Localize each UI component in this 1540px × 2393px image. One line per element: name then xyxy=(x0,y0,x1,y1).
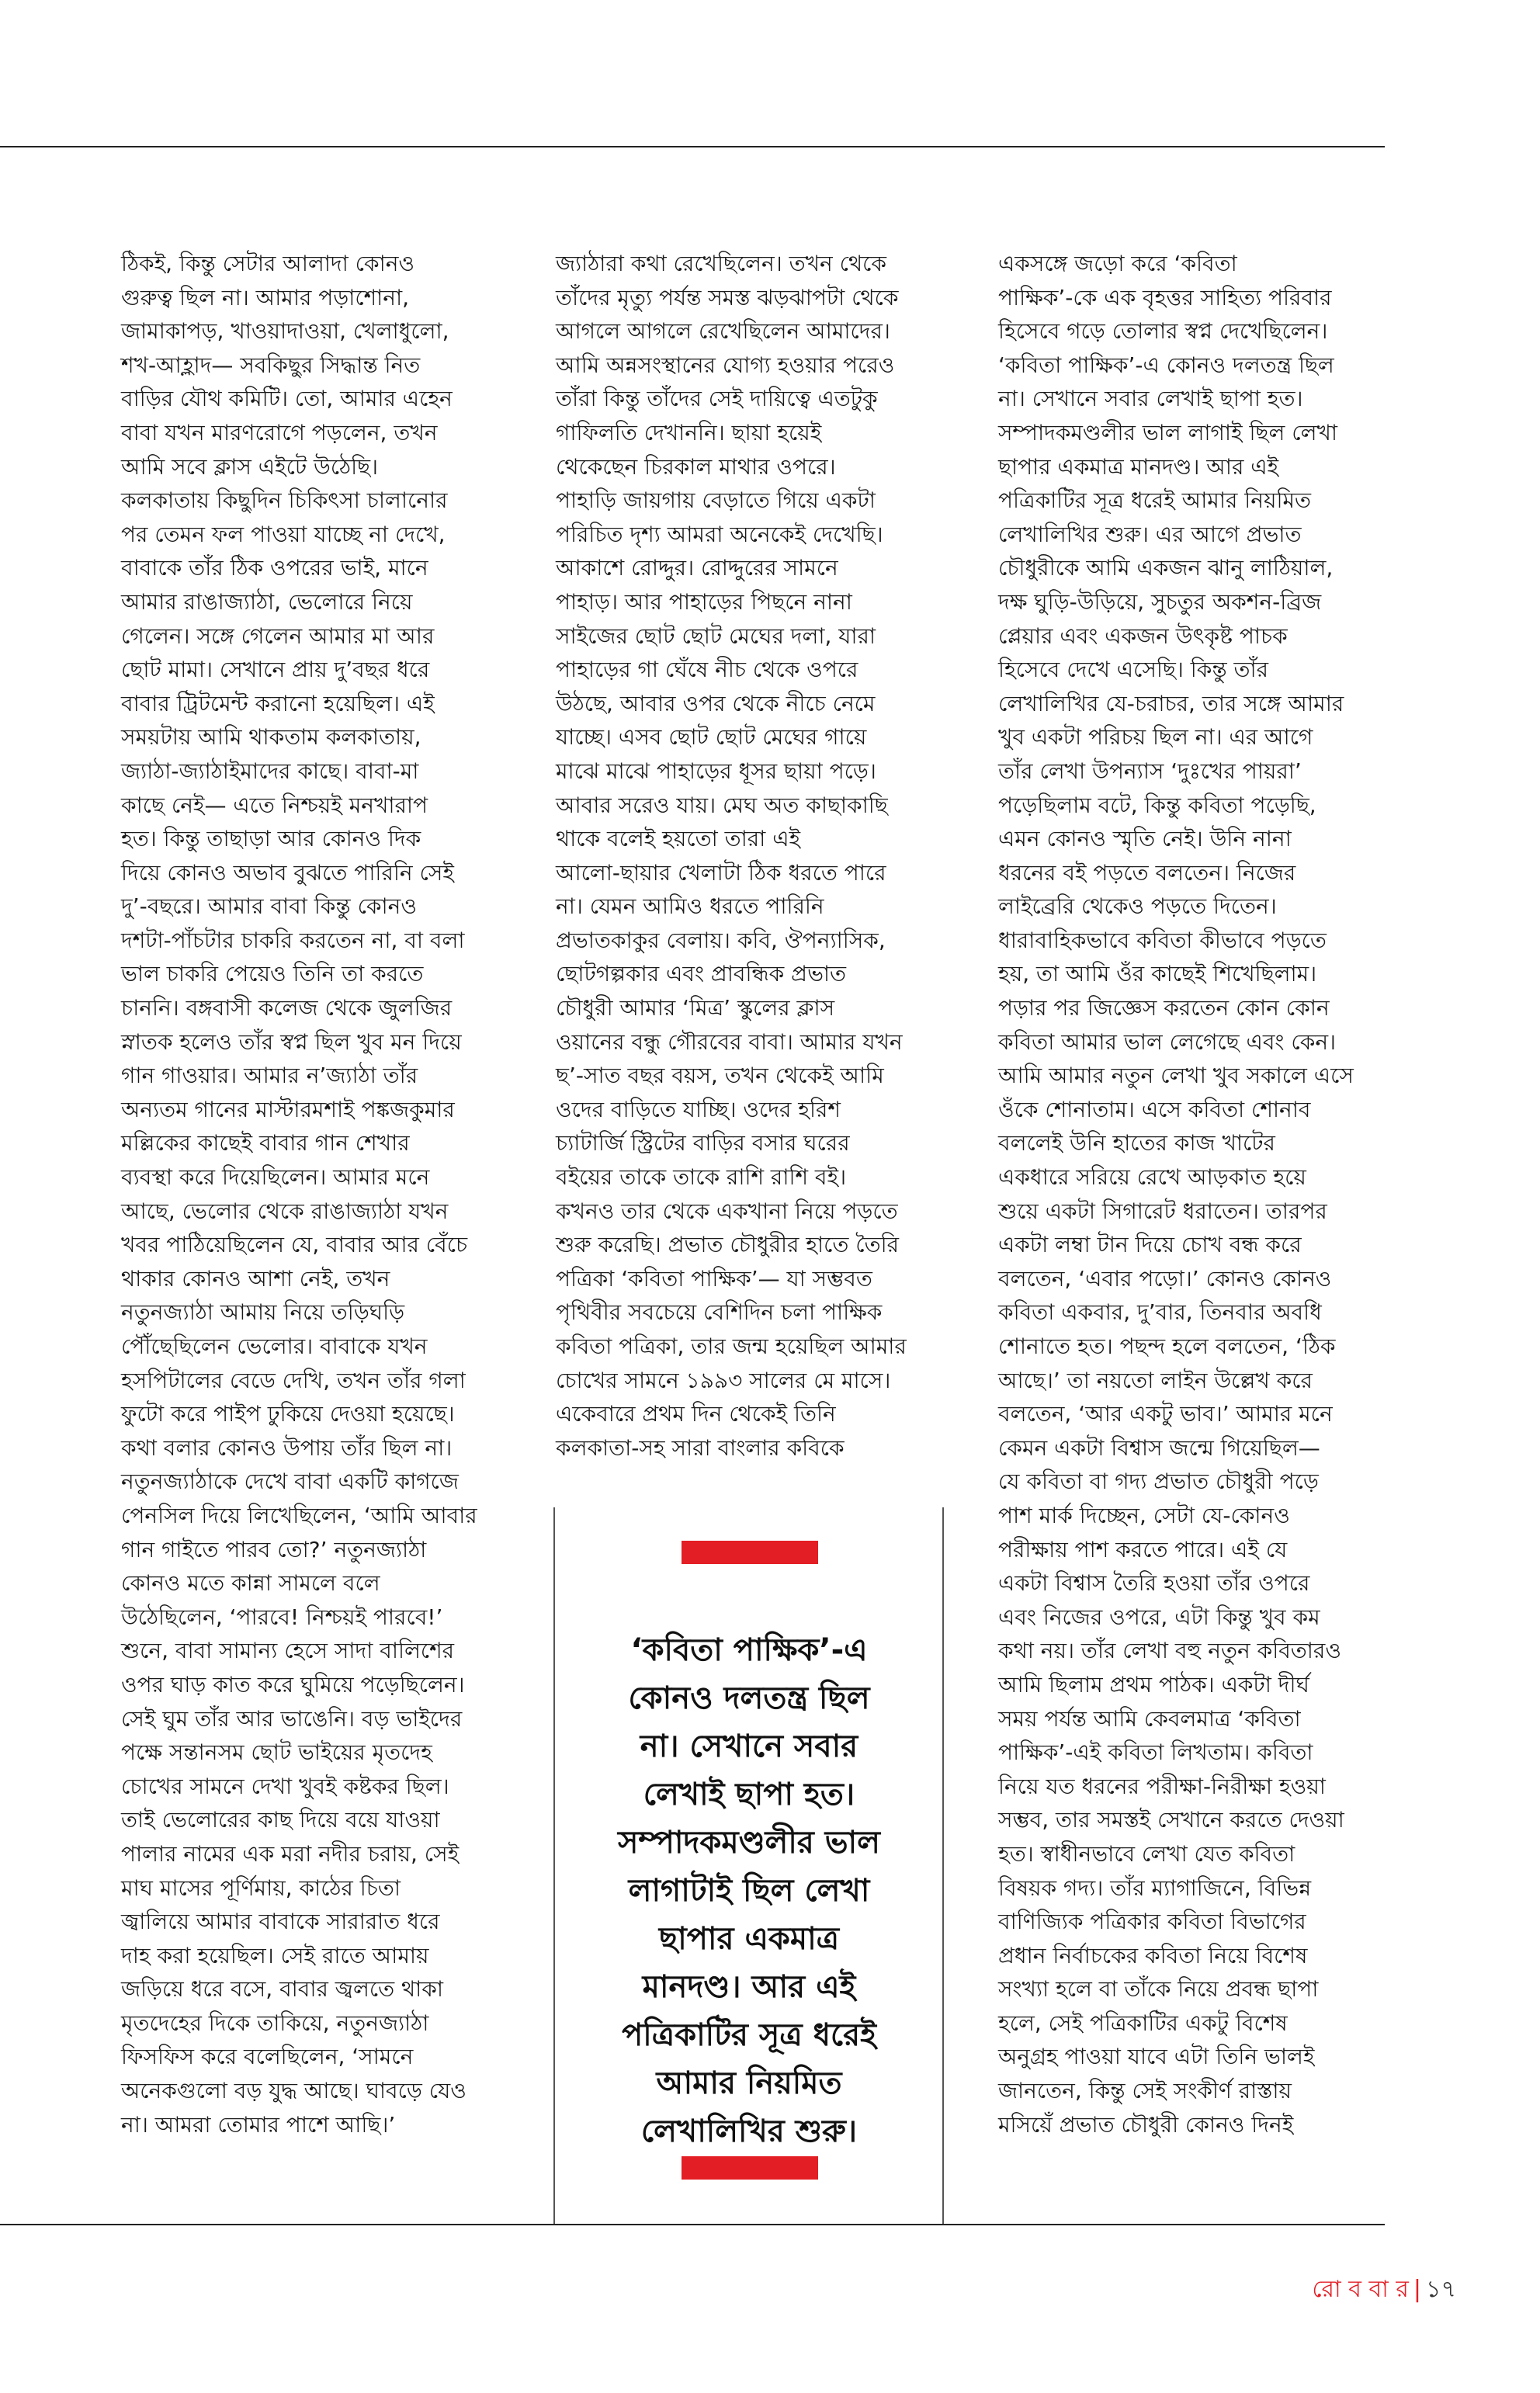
article-line: সংখ্যা হলে বা তাঁকে নিয়ে প্রবন্ধ ছাপা xyxy=(998,1976,1319,2003)
article-line: চোখের সামনে ১৯৯৩ সালের মে মাসে। xyxy=(556,1367,891,1393)
article-line: পত্রিকাটির সূত্র ধরেই আমার নিয়মিত xyxy=(998,487,1312,514)
article-line: চ্যাটার্জি স্ট্রিটের বাড়ির বসার ঘরের xyxy=(556,1130,850,1157)
article-line: মাঘ মাসের পূর্ণিমায়, কাঠের চিতা xyxy=(121,1875,401,1901)
article-line: সম্ভব, তার সমস্তই সেখানে করতে দেওয়া xyxy=(998,1807,1344,1833)
article-line: হিসেবে গড়ে তোলার স্বপ্ন দেখেছিলেন। xyxy=(998,318,1328,345)
pull-quote-text xyxy=(567,1626,931,2155)
bottom-rule xyxy=(0,2224,1385,2225)
article-line: প্রধান নির্বাচকের কবিতা নিয়ে বিশেষ xyxy=(998,1942,1308,1968)
article-line: স্নাতক হলেও তাঁর স্বপ্ন ছিল খুব মন দিয়ে xyxy=(121,1028,462,1055)
article-line: ছ’-সাত বছর বয়স, তখন থেকেই আমি xyxy=(556,1063,884,1089)
article-line: একটা লম্বা টান দিয়ে চোখ বন্ধ করে xyxy=(998,1232,1302,1258)
article-line: ছোট মামা। সেখানে প্রায় দু’বছর ধরে xyxy=(121,657,430,683)
article-line: তাই ভেলোরের কাছ দিয়ে বয়ে যাওয়া xyxy=(121,1807,440,1833)
article-line: বাণিজ্যিক পত্রিকার কবিতা বিভাগের xyxy=(998,1909,1306,1935)
article-line: হত। স্বাধীনভাবে লেখা যেত কবিতা xyxy=(998,1840,1295,1867)
article-line: যাচ্ছে। এসব ছোট ছোট মেঘের গায়ে xyxy=(556,724,867,751)
article-line: চাননি। বঙ্গবাসী কলেজ থেকে জুলজির xyxy=(121,995,453,1021)
article-line: আমি আমার নতুন লেখা খুব সকালে এসে xyxy=(998,1063,1354,1089)
article-line: লেখালিখির যে-চরাচর, তার সঙ্গে আমার xyxy=(998,690,1344,716)
pull-quote xyxy=(567,1541,931,2208)
magazine-name: রো ব বা র xyxy=(1312,2276,1409,2303)
page-number: ১৭ xyxy=(1426,2276,1456,2303)
pull-quote-line: না। সেখানে সবার xyxy=(640,1729,858,1764)
article-line: মল্লিকের কাছেই বাবার গান শেখার xyxy=(121,1130,410,1157)
article-line: পাশ মার্ক দিচ্ছেন, সেটা যে-কোনও xyxy=(998,1502,1290,1528)
article-line: জামাকাপড়, খাওয়াদাওয়া, খেলাধুলো, xyxy=(121,318,449,345)
article-line: হিসেবে দেখে এসেছি। কিন্তু তাঁর xyxy=(998,657,1269,683)
article-line: জানতেন, কিন্তু সেই সংকীর্ণ রাস্তায় xyxy=(998,2078,1292,2104)
article-line: পাহাড়ের গা ঘেঁষে নীচ থেকে ওপরে xyxy=(556,657,858,683)
article-line: পড়েছিলাম বটে, কিন্তু কবিতা পড়েছি, xyxy=(998,792,1316,818)
article-line: কোনও মতে কান্না সামলে বলে xyxy=(121,1570,380,1597)
article-line: জ্বালিয়ে আমার বাবাকে সারারাত ধরে xyxy=(121,1909,440,1935)
article-line: পরিচিত দৃশ্য আমরা অনেকেই দেখেছি। xyxy=(556,521,883,547)
article-line: সাইজের ছোট ছোট মেঘের দলা, যারা xyxy=(556,623,876,649)
article-line: পাহাড়ি জায়গায় বেড়াতে গিয়ে একটা xyxy=(556,487,876,514)
article-line: মাঝে মাঝে পাহাড়ের ধূসর ছায়া পড়ে। xyxy=(556,758,876,784)
article-line: ওয়ানের বন্ধু গৌরবের বাবা। আমার যখন xyxy=(556,1028,903,1055)
article-line: নতুনজ্যাঠা আমায় নিয়ে তড়িঘড়ি xyxy=(121,1299,405,1326)
article-line: গান গাইতে পারব তো?’ নতুনজ্যাঠা xyxy=(121,1536,427,1562)
article-line: কেমন একটা বিশ্বাস জন্মে গিয়েছিল— xyxy=(998,1434,1320,1461)
article-line: ঠিকই, কিন্তু সেটার আলাদা কোনও xyxy=(121,251,415,276)
article-line: সময় পর্যন্ত আমি কেবলমাত্র ‘কবিতা xyxy=(998,1705,1301,1732)
article-line: পড়ার পর জিজ্ঞেস করতেন কোন কোন xyxy=(998,995,1330,1021)
article-line: বলতেন, ‘এবার পড়ো।’ কোনও কোনও xyxy=(998,1265,1332,1292)
article-line: সেই ঘুম তাঁর আর ভাঙেনি। বড় ভাইদের xyxy=(121,1705,463,1732)
article-line: একটা বিশ্বাস তৈরি হওয়া তাঁর ওপরে xyxy=(998,1570,1310,1597)
article-line: তাঁর লেখা উপন্যাস ‘দুঃখের পায়রা’ xyxy=(998,758,1302,784)
article-line: বইয়ের তাকে তাকে রাশি রাশি বই। xyxy=(556,1164,847,1191)
article-line: লেখালিখির শুরু। এর আগে প্রভাত xyxy=(998,521,1302,547)
article-line: থাকার কোনও আশা নেই, তখন xyxy=(121,1265,390,1292)
article-line: হয়, তা আমি ওঁর কাছেই শিখেছিলাম। xyxy=(998,961,1317,987)
article-line: দু’-বছরে। আমার বাবা কিন্তু কোনও xyxy=(121,893,417,920)
article-line: ‘কবিতা পাক্ষিক’-এ কোনও দলতন্ত্র ছিল xyxy=(998,352,1334,378)
article-line: গেলেন। সঙ্গে গেলেন আমার মা আর xyxy=(121,623,435,649)
article-line: প্রভাতকাকুর বেলায়। কবি, ঔপন্যাসিক, xyxy=(556,927,886,953)
article-line: নতুনজ্যাঠাকে দেখে বাবা একটি কাগজে xyxy=(121,1469,459,1495)
article-line: কখনও তার থেকে একখানা নিয়ে পড়তে xyxy=(556,1198,898,1224)
article-line: বললেই উনি হাতের কাজ খাটের xyxy=(998,1130,1275,1157)
article-column-2 xyxy=(556,247,936,1465)
article-line: দিয়ে কোনও অভাব বুঝতে পারিনি সেই xyxy=(121,859,454,886)
article-line: শোনাতে হত। পছন্দ হলে বলতেন, ‘ঠিক xyxy=(998,1333,1336,1359)
article-line: মৃতদেহের দিকে তাকিয়ে, নতুনজ্যাঠা xyxy=(121,2010,429,2036)
article-line: আমি অন্নসংস্থানের যোগ্য হওয়ার পরেও xyxy=(556,352,895,378)
article-line: পর তেমন ফল পাওয়া যাচ্ছে না দেখে, xyxy=(121,521,446,547)
article-line: চৌধুরীকে আমি একজন ঝানু লাঠিয়াল, xyxy=(998,555,1334,581)
page-footer xyxy=(1312,2270,1456,2310)
article-line: উঠেছিলেন, ‘পারবে! নিশ্চয়ই পারবে!’ xyxy=(121,1604,443,1630)
article-line: আছে।’ তা নয়তো লাইন উল্লেখ করে xyxy=(998,1367,1313,1393)
article-line: থেকেছেন চিরকাল মাথার ওপরে। xyxy=(556,453,836,480)
article-line: কথা বলার কোনও উপায় তাঁর ছিল না। xyxy=(121,1434,453,1461)
article-line: পক্ষে সন্তানসম ছোট ভাইয়ের মৃতদেহ xyxy=(121,1739,432,1766)
article-line: শখ-আহ্লাদ— সবকিছুর সিদ্ধান্ত নিত xyxy=(121,352,421,378)
article-column-3 xyxy=(998,247,1386,2142)
article-line: জ্যাঠা-জ্যাঠাইমাদের কাছে। বাবা-মা xyxy=(121,758,419,784)
article-line: দাহ করা হয়েছিল। সেই রাতে আমায় xyxy=(121,1942,429,1968)
article-line: কলকাতা-সহ সারা বাংলার কবিকে xyxy=(556,1434,845,1461)
article-line: পত্রিকা ‘কবিতা পাক্ষিক’— যা সম্ভবত xyxy=(556,1265,872,1292)
article-line: খবর পাঠিয়েছিলেন যে, বাবার আর বেঁচে xyxy=(121,1232,468,1258)
pull-quote-line: লাগাটাই ছিল লেখা xyxy=(628,1873,870,1909)
article-line: একধারে সরিয়ে রেখে আড়কাত হয়ে xyxy=(998,1164,1306,1191)
article-line: পরীক্ষায় পাশ করতে পারে। এই যে xyxy=(998,1536,1288,1562)
pull-quote-left-rule xyxy=(553,1507,555,2224)
article-column-1 xyxy=(121,247,509,2142)
article-line: পৌঁছেছিলেন ভেলোর। বাবাকে যখন xyxy=(121,1333,428,1359)
article-line: কথা নয়। তাঁর লেখা বহু নতুন কবিতারও xyxy=(998,1638,1341,1664)
pull-quote-line: লেখাই ছাপা হত। xyxy=(643,1777,855,1812)
article-line: ধরনের বই পড়তে বলতেন। নিজের xyxy=(998,859,1296,886)
article-line: শুনে, বাবা সামান্য হেসে সাদা বালিশের xyxy=(121,1638,455,1664)
article-line: কলকাতায় কিছুদিন চিকিৎসা চালানোর xyxy=(121,487,448,514)
article-line: বাবা যখন মারণরোগে পড়লেন, তখন xyxy=(121,419,438,446)
article-line: এবং নিজের ওপরে, এটা কিন্তু খুব কম xyxy=(998,1604,1320,1630)
article-line: দক্ষ ঘুড়ি-উড়িয়ে, সুচতুর অকশন-ব্রিজ xyxy=(998,588,1322,615)
pull-quote-line: ‘কবিতা পাক্ষিক’-এ xyxy=(630,1632,868,1668)
article-line: হসপিটালের বেডে দেখি, তখন তাঁর গলা xyxy=(121,1367,466,1393)
article-line: ভাল চাকরি পেয়েও তিনি তা করতে xyxy=(121,961,424,987)
pull-quote-line: কোনও দলতন্ত্র ছিল xyxy=(628,1680,870,1716)
top-rule xyxy=(0,146,1385,147)
article-line: কাছে নেই— এতে নিশ্চয়ই মনখারাপ xyxy=(121,792,428,818)
article-line: সময়টায় আমি থাকতাম কলকাতায়, xyxy=(121,724,421,751)
article-line: হলে, সেই পত্রিকাটির একটু বিশেষ xyxy=(998,2010,1288,2036)
article-line: বাড়ির যৌথ কমিটি। তো, আমার এহেন xyxy=(121,386,453,412)
pull-quote-line: আমার নিয়মিত xyxy=(656,2065,842,2101)
article-line: বাবার ট্রিটমেন্ট করানো হয়েছিল। এই xyxy=(121,690,435,716)
article-line: চোখের সামনে দেখা খুবই কষ্টকর ছিল। xyxy=(121,1773,449,1799)
pull-quote-bottom-bar xyxy=(682,2156,818,2180)
article-line: বাবাকে তাঁর ঠিক ওপরের ভাই, মানে xyxy=(121,555,428,581)
article-line: পৃথিবীর সবচেয়ে বেশিদিন চলা পাক্ষিক xyxy=(556,1299,883,1326)
article-line: যে কবিতা বা গদ্য প্রভাত চৌধুরী পড়ে xyxy=(998,1469,1319,1495)
article-line: পালার নামের এক মরা নদীর চরায়, সেই xyxy=(121,1840,460,1867)
article-line: দশটা-পাঁচটার চাকরি করতেন না, বা বলা xyxy=(121,927,465,953)
article-line: আমি সবে ক্লাস এইটে উঠেছি। xyxy=(121,453,379,480)
article-line: আছে, ভেলোর থেকে রাঙাজ্যাঠা যখন xyxy=(121,1198,449,1224)
article-line: ছাপার একমাত্র মানদণ্ড। আর এই xyxy=(998,453,1279,480)
article-line: কবিতা আমার ভাল লেগেছে এবং কেন। xyxy=(998,1028,1337,1055)
pull-quote-top-bar xyxy=(682,1541,818,1564)
article-line: শুয়ে একটা সিগারেট ধরাতেন। তারপর xyxy=(998,1198,1327,1224)
article-line: ধারাবাহিকভাবে কবিতা কীভাবে পড়তে xyxy=(998,927,1327,953)
article-line: অনেকগুলো বড় যুদ্ধ আছে। ঘাবড়ে যেও xyxy=(121,2078,467,2104)
article-line: কবিতা পত্রিকা, তার জন্ম হয়েছিল আমার xyxy=(556,1333,907,1359)
article-line: পেনসিল দিয়ে লিখেছিলেন, ‘আমি আবার xyxy=(121,1502,477,1528)
article-line: শুরু করেছি। প্রভাত চৌধুরীর হাতে তৈরি xyxy=(556,1232,900,1258)
article-line: বিষয়ক গদ্য। তাঁর ম্যাগাজিনে, বিভিন্ন xyxy=(998,1875,1312,1901)
article-line: একসঙ্গে জড়ো করে ‘কবিতা xyxy=(998,251,1237,276)
article-line: জ্যাঠারা কথা রেখেছিলেন। তখন থেকে xyxy=(556,251,886,276)
article-line: একেবারে প্রথম দিন থেকেই তিনি xyxy=(556,1401,836,1427)
pull-quote-line: সম্পাদকমণ্ডলীর ভাল xyxy=(618,1825,880,1861)
article-line: ব্যবস্থা করে দিয়েছিলেন। আমার মনে xyxy=(121,1164,430,1191)
article-line: এমন কোনও স্মৃতি নেই। উনি নানা xyxy=(998,826,1292,852)
article-line: পাক্ষিক’-এই কবিতা লিখতাম। কবিতা xyxy=(998,1739,1313,1766)
article-line: তাঁদের মৃত্যু পর্যন্ত সমস্ত ঝড়ঝাপটা থেকে xyxy=(556,284,899,310)
article-line: অন্যতম গানের মাস্টারমশাই পঙ্কজকুমার xyxy=(121,1096,455,1122)
article-line: আলো-ছায়ার খেলাটা ঠিক ধরতে পারে xyxy=(556,859,886,886)
article-line: প্লেয়ার এবং একজন উৎকৃষ্ট পাচক xyxy=(998,623,1288,649)
article-line: আবার সরেও যায়। মেঘ অত কাছাকাছি xyxy=(556,792,888,818)
pull-quote-line: মানদণ্ড। আর এই xyxy=(642,1969,856,2005)
pull-quote-line: পত্রিকাটির সূত্র ধরেই xyxy=(622,2017,876,2053)
pull-quote-right-rule xyxy=(942,1507,944,2224)
article-line: লাইব্রেরি থেকেও পড়তে দিতেন। xyxy=(998,893,1277,920)
article-line: ওপর ঘাড় কাত করে ঘুমিয়ে পড়েছিলেন। xyxy=(121,1671,465,1698)
footer-separator: | xyxy=(1413,2276,1422,2303)
article-line: অনুগ্রহ পাওয়া যাবে এটা তিনি ভালই xyxy=(998,2044,1315,2070)
article-line: চৌধুরী আমার ‘মিত্র’ স্কুলের ক্লাস xyxy=(556,995,835,1021)
article-line: আমি ছিলাম প্রথম পাঠক। একটা দীর্ঘ xyxy=(998,1671,1309,1698)
article-line: জড়িয়ে ধরে বসে, বাবার জ্বলতে থাকা xyxy=(121,1976,443,2003)
article-line: ফিসফিস করে বলেছিলেন, ‘সামনে xyxy=(121,2044,414,2070)
article-line: কবিতা একবার, দু’বার, তিনবার অবধি xyxy=(998,1299,1322,1326)
article-line: না। আমরা তোমার পাশে আছি।’ xyxy=(121,2111,396,2138)
article-line: ওদের বাড়িতে যাচ্ছি। ওদের হরিশ xyxy=(556,1096,841,1122)
article-line: না। সেখানে সবার লেখাই ছাপা হত। xyxy=(998,386,1303,412)
article-line: পাক্ষিক’-কে এক বৃহত্তর সাহিত্য পরিবার xyxy=(998,284,1332,310)
article-line: পাহাড়। আর পাহাড়ের পিছনে নানা xyxy=(556,588,852,615)
article-line: ফুটো করে পাইপ ঢুকিয়ে দেওয়া হয়েছে। xyxy=(121,1401,455,1427)
article-line: সম্পাদকমণ্ডলীর ভাল লাগাই ছিল লেখা xyxy=(998,419,1337,446)
article-line: না। যেমন আমিও ধরতে পারিনি xyxy=(556,893,824,920)
article-line: মসিয়েঁ প্রভাত চৌধুরী কোনও দিনই xyxy=(998,2111,1294,2138)
article-line: আগলে আগলে রেখেছিলেন আমাদের। xyxy=(556,318,890,345)
article-line: গুরুত্ব ছিল না। আমার পড়াশোনা, xyxy=(121,284,410,310)
article-line: উঠছে, আবার ওপর থেকে নীচে নেমে xyxy=(556,690,876,716)
article-line: খুব একটা পরিচয় ছিল না। এর আগে xyxy=(998,724,1313,751)
article-line: আকাশে রোদ্দুর। রোদ্দুরের সামনে xyxy=(556,555,838,581)
article-line: গান গাওয়ার। আমার ন’জ্যাঠা তাঁর xyxy=(121,1063,418,1089)
article-line: ছোটগল্পকার এবং প্রাবন্ধিক প্রভাত xyxy=(556,961,847,987)
article-line: বলতেন, ‘আর একটু ভাব।’ আমার মনে xyxy=(998,1401,1333,1427)
article-line: থাকে বলেই হয়তো তারা এই xyxy=(556,826,801,852)
article-line: আমার রাঙাজ্যাঠা, ভেলোরে নিয়ে xyxy=(121,588,413,615)
article-line: হত। কিন্তু তাছাড়া আর কোনও দিক xyxy=(121,826,421,852)
article-line: তাঁরা কিন্তু তাঁদের সেই দায়িত্বে এতটুকু xyxy=(556,386,878,412)
article-line: ওঁকে শোনাতাম। এসে কবিতা শোনাব xyxy=(998,1096,1311,1122)
pull-quote-line: লেখালিখির শুরু। xyxy=(640,2114,858,2149)
article-line: নিয়ে যত ধরনের পরীক্ষা-নিরীক্ষা হওয়া xyxy=(998,1773,1326,1799)
article-line: গাফিলতি দেখাননি। ছায়া হয়েই xyxy=(556,419,822,446)
pull-quote-line: ছাপার একমাত্র xyxy=(658,1921,840,1957)
